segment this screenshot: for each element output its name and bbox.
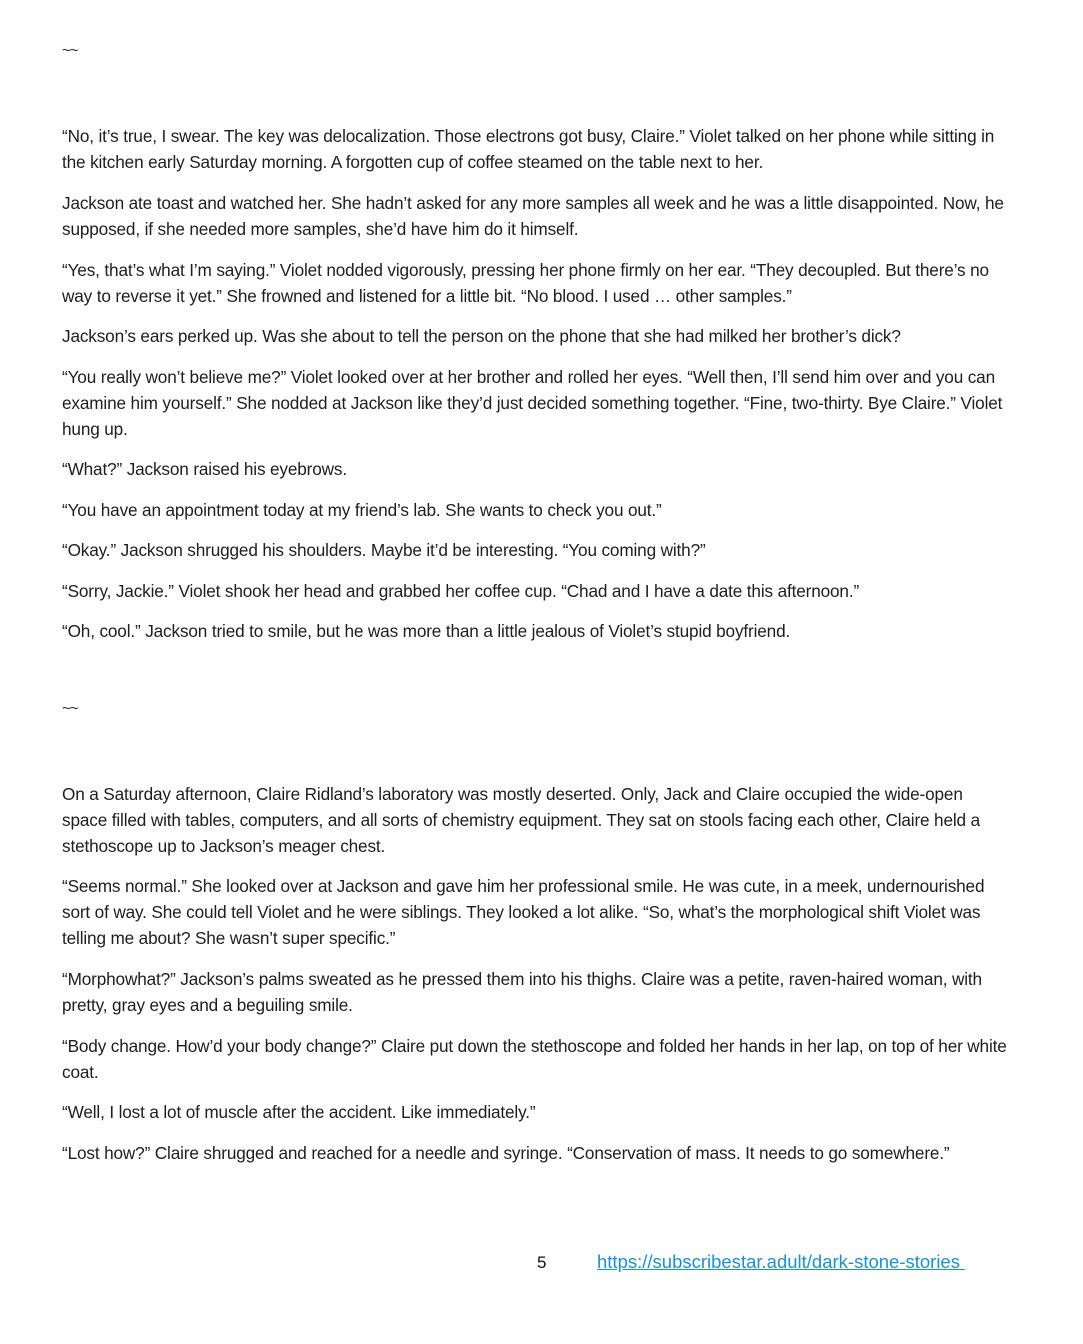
paragraph: “Morphowhat?” Jackson’s palms sweated as he pressed them into his thighs. Claire was a petite, raven-haired woman, with pretty, gray eyes and a beguiling smile. (62, 969, 982, 1015)
paragraph: “Oh, cool.” Jackson tried to smile, but he was more than a little jealous of Violet’s stupid boyfriend. (62, 621, 791, 641)
paragraph: “Seems normal.” She looked over at Jackson and gave him her professional smile. He was cute, in a meek, undernourished sort of way. She could tell Violet and he were siblings. They looked a lot alike. “So, what’s the morphological shift Violet was telling me about? She wasn’t super specific.” (62, 876, 985, 948)
paragraph: Jackson ate toast and watched her. She hadn’t asked for any more samples all week and he was a little disappointed. Now, he supposed, if she needed more samples, she’d have him do it himself. (62, 193, 1004, 239)
paragraph: “Yes, that’s what I’m saying.” Violet nodded vigorously, pressing her phone firmly on her ear. “They decoupled. But there’s no way to reverse it yet.” She frowned and listened for a little bit. “No blood. I used … other samples.” (62, 260, 989, 306)
paragraph: “You really won’t believe me?” Violet looked over at her brother and rolled her eyes. “Well then, I’ll send him over and you can examine him yourself.” She nodded at Jackson like they’d just decided something together. “Fine, two-thirty. Bye Claire.” Violet hung up. (62, 367, 1003, 439)
paragraph: On a Saturday afternoon, Claire Ridland’s laboratory was mostly deserted. Only, Jack and Claire occupied the wide-open space filled with tables, computers, and all sorts of chemistry equipment. They sat on stools facing each other, Claire held a stethoscope up to Jackson’s meager chest. (62, 784, 980, 856)
paragraph: “Okay.” Jackson shrugged his shoulders. Maybe it’d be interesting. “You coming with?” (62, 540, 706, 560)
paragraph: “You have an appointment today at my friend’s lab. She wants to check you out.” (62, 500, 662, 520)
paragraph: “Lost how?” Claire shrugged and reached for a needle and syringe. “Conservation of mass. It needs to go somewhere.” (62, 1143, 950, 1163)
paragraph: “Body change. How’d your body change?” Claire put down the stethoscope and folded her hands in her lap, on top of her white coat. (62, 1036, 1007, 1082)
footer-link[interactable]: https://subscribestar.adult/dark-stone-stories (597, 1251, 966, 1272)
paragraph: “What?” Jackson raised his eyebrows. (62, 459, 347, 479)
section-separator-middle: ~~ (62, 700, 78, 717)
paragraph: “No, it’s true, I swear. The key was delocalization. Those electrons got busy, Claire.” Violet talked on her phone while sitting in the kitchen early Saturday morning. A forgotten cup of coffee steamed on the table next to her. (62, 126, 995, 172)
page-number: 5 (537, 1253, 547, 1272)
paragraph: Jackson’s ears perked up. Was she about to tell the person on the phone that she had milked her brother’s dick? (62, 326, 901, 346)
section-separator-top: ~~ (62, 42, 78, 59)
paragraph: “Well, I lost a lot of muscle after the accident. Like immediately.” (62, 1102, 536, 1122)
paragraph: “Sorry, Jackie.” Violet shook her head and grabbed her coffee cup. “Chad and I have a date this afternoon.” (62, 581, 860, 601)
